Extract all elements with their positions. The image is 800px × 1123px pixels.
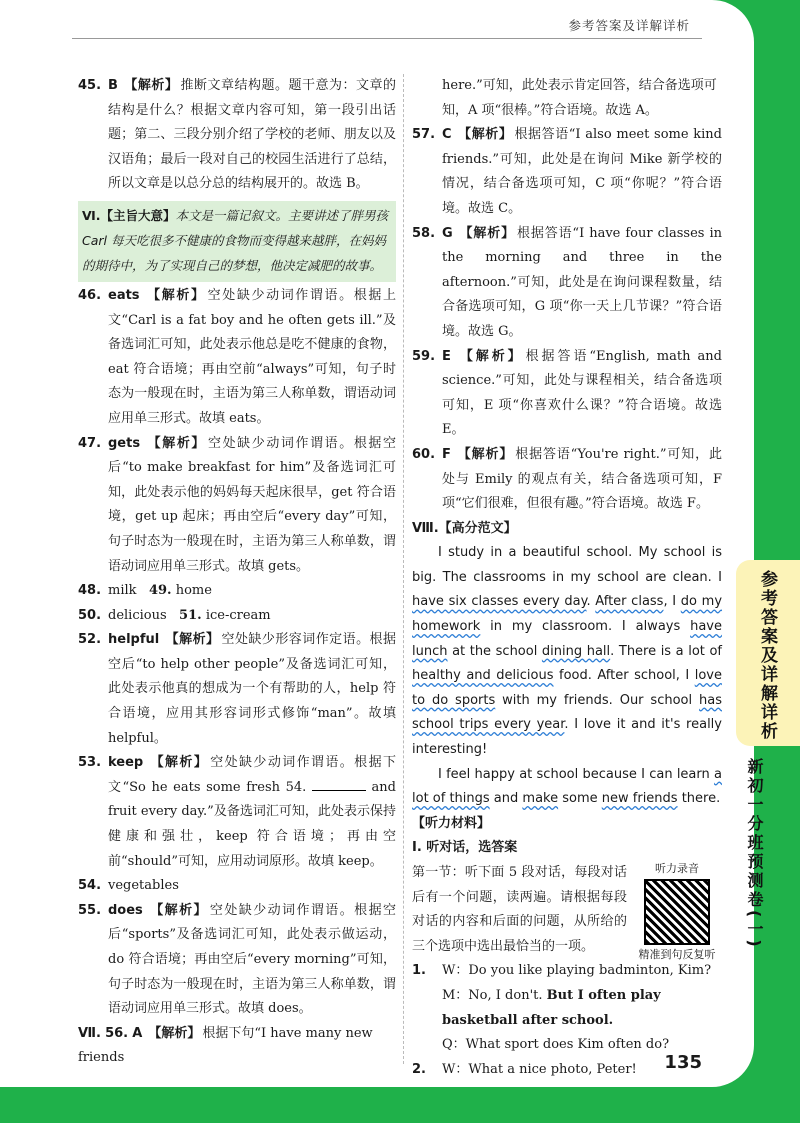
essay-heading: Ⅷ.【高分范文】 [412, 520, 517, 536]
answer-56-continued: here.”可知，此处表示肯定回答，结合备选项可知，A 项“很棒。”符合语境。故选 A。 [442, 78, 717, 118]
essay-paragraph-1: I study in a beautiful school. My school is big. The classrooms in my school are clean. I have six classes every day. After class, I do my homework in my classroom. I always have lunch at the school dining hall. There is a lot of healthy and delicious food. After school, I love to do sports with my friends. Our school has school trips every year. I love it and it's really interesting! [412, 545, 723, 758]
page-number: 135 [664, 1052, 702, 1073]
running-header: 参考答案及详解详析 [568, 18, 690, 33]
side-tab-section-label: 新初一分班预测卷(一) [745, 758, 764, 950]
answer-52: 52. helpful 【解析】 空处缺少形容词作定语。根据空后“to help other people”及备选词汇可知，此处表示他真的想成为一个有帮助的人，help 符合语境，应用其形容词形式修饰“man”。故填 helpful。 [78, 632, 396, 746]
qr-code-icon[interactable] [644, 879, 710, 945]
header-rule [72, 38, 702, 39]
answer-55: 55. does 【解析】 空处缺少动词作谓语。根据空后“sports”及备选词汇可知，此处表示做运动，do 符合语境；再由空后“every morning”可知，句子时态为一般现在时，主语为第三人称单数，谓语动词应用单三形式。故填 does。 [78, 902, 396, 1017]
answer-58: 58. G 【解析】 根据答语“I have four classes in the morning and three in the afternoon.”可知，此处是在询问课程数量，结合备选项可知，G 项“你一天上几节课？”符合语境。故选 G。 [412, 225, 722, 339]
answer-60: 60. F 【解析】 根据答语“You're right.”可知，此处与 Emily 的观点有关，结合备选项可知，F 项“它们很难，但很有趣。”符合语境。故选 F。 [412, 446, 722, 512]
part1-instructions [412, 861, 722, 959]
listening-heading: 【听力材料】 [412, 815, 491, 831]
side-tab-label: 参考答案及详解详析 [757, 570, 777, 741]
dialogue-2: 2. W：What a nice photo, Peter! [412, 1061, 637, 1077]
answer-50-51: 50. delicious 51. ice-cream [78, 607, 271, 623]
answer-53: 53. keep 【解析】 空处缺少动词作谓语。根据下文“So he eats some fresh 54. and fruit every day.”及备选词汇可知，此处表示保持健康和强壮，keep 符合语境；再由空前“should”可知，应用动词原形。故填 keep。 [78, 755, 396, 869]
answer-56: Ⅶ. 56. A 【解析】 根据下句“I have many new friends [78, 1025, 373, 1066]
part1-heading: Ⅰ. 听对话，选答案 [412, 840, 518, 856]
answer-54: 54. vegetables [78, 878, 179, 894]
answer-46: 46. eats 【解析】 空处缺少动词作谓语。根据上文“Carl is a fat boy and he often gets ill.”及备选词汇可知，此处表示他总是吃不健康的食物，eat 符合语境；再由空前“always”可知，句子时态为一般现在时，主语为第三人称单数，谓语动词应用单三形式。故填 eats。 [78, 287, 396, 426]
essay-paragraph-2: I feel happy at school because I can learn a lot of things and make some new friends there. [412, 766, 722, 807]
blank-line [312, 790, 366, 791]
right-column [412, 74, 722, 1082]
summary-box: Ⅵ.【主旨大意】本文是一篇记叙文。主要讲述了胖男孩 Carl 每天吃很多不健康的食物而变得越来越胖，在妈妈的期待中，为了实现自己的梦想，他决定减肥的故事。 [78, 201, 396, 282]
left-column [78, 74, 396, 1071]
dialogue-1: 1. W：Do you like playing badminton, Kim? M：No, I don't. But I often play basketball after school. Q：What sport does Kim often do? [412, 963, 712, 1053]
answer-45: 45. B 【解析】 推断文章结构题。题干意为：文章的结构是什么？根据文章内容可知，第一段引出话题；第二、三段分别介绍了学校的老师、朋友以及汉语角；最后一段对自己的校园生活进行了总结，所以文章是以总分总的结构展开的。故选 B。 [78, 78, 396, 192]
column-divider [403, 74, 404, 1064]
answer-48-49: 48. milk 49. home [78, 583, 212, 599]
answer-59: 59. E 【解析】 根据答语“English, math and science.”可知，此处与课程相关，结合备选项可知，E 项“你喜欢什么课？”符合语境。故选 E。 [412, 348, 722, 438]
qr-code-block[interactable]: 听力录音 精准到句反复听 [638, 862, 716, 961]
answer-57: 57. C 【解析】 根据答语“I also meet some kind friends.”可知，此处是在询问 Mike 新学校的情况，结合备选项可知，C 项“你呢？”符合语境。故选 C。 [412, 127, 722, 216]
answer-47: 47. gets 【解析】 空处缺少动词作谓语。根据空后“to make breakfast for him”及备选词汇可知，此处表示他的妈妈每天起床很早，get 符合语境，get up 起床；再由空后“every day”可知，句子时态为一般现在时，主语为第三人称单数，谓语动词应用单三形式。故填 gets。 [78, 435, 396, 574]
instruction-text: 第一节：听下面 5 段对话，每段对话后有一个问题，读两遍。请根据每段对话的内容和后面的问题，从所给的三个选项中选出最恰当的一项。 [412, 865, 627, 954]
